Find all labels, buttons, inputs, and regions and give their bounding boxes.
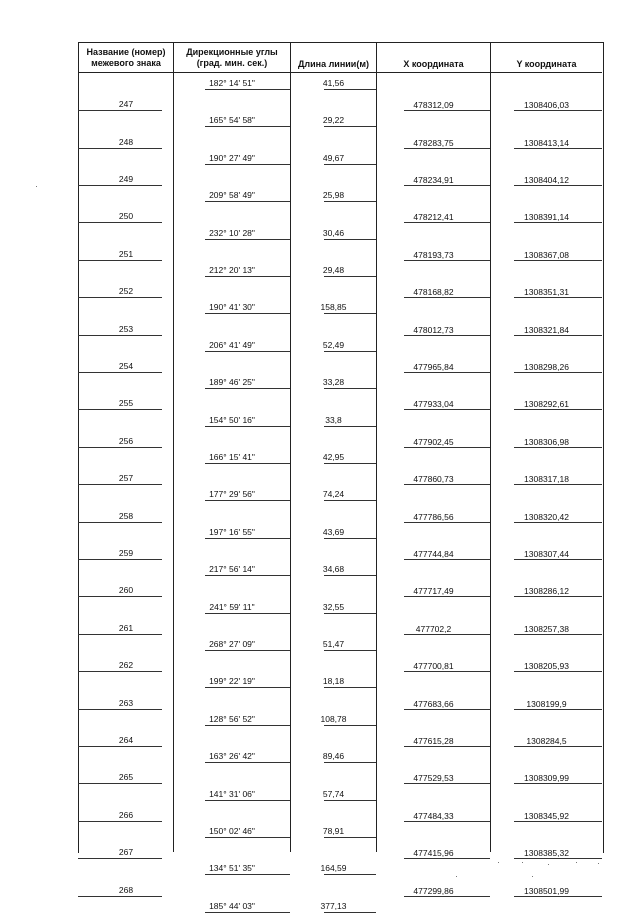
line-length: 49,67	[322, 152, 345, 163]
row-underline	[205, 89, 290, 90]
row-underline	[404, 335, 490, 336]
row-underline	[514, 709, 602, 710]
row-underline	[324, 837, 376, 838]
row-underline	[324, 426, 376, 427]
line-length: 29,48	[322, 265, 345, 275]
line-angle: 199° 22' 19"	[209, 676, 255, 687]
row-underline	[78, 634, 162, 635]
row-underline	[514, 821, 602, 822]
line-length: 25,98	[322, 190, 345, 201]
point-x: 477615,28	[413, 736, 454, 746]
row-underline	[404, 260, 490, 261]
row-underline	[514, 185, 602, 186]
point-x: 477744,84	[413, 549, 454, 559]
line-angle: 189° 46' 25"	[209, 377, 255, 388]
point-y: 1308321,84	[524, 324, 569, 335]
point-name: 252	[118, 286, 134, 297]
row-underline	[78, 297, 162, 298]
row-underline	[324, 874, 376, 875]
line-length: 29,22	[322, 115, 345, 126]
row-underline	[324, 388, 376, 389]
row-underline	[514, 746, 602, 747]
scan-speck	[456, 876, 457, 877]
row-underline	[78, 409, 162, 410]
point-x: 477786,56	[413, 511, 454, 522]
point-x: 478193,73	[413, 249, 454, 260]
point-name: 261	[118, 622, 134, 633]
line-angle: 166° 15' 41"	[209, 452, 255, 462]
point-name: 262	[118, 660, 134, 671]
row-underline	[205, 613, 290, 614]
row-underline	[78, 896, 162, 897]
row-underline	[78, 110, 162, 111]
row-underline	[404, 222, 490, 223]
line-length: 33,28	[322, 377, 345, 388]
row-underline	[78, 596, 162, 597]
row-underline	[78, 821, 162, 822]
point-y: 1308199,9	[526, 698, 567, 709]
row-underline	[514, 783, 602, 784]
line-angle: 141° 31' 06"	[209, 788, 255, 799]
row-underline	[324, 762, 376, 763]
row-underline	[514, 447, 602, 448]
row-underline	[514, 671, 602, 672]
line-length: 78,91	[322, 826, 345, 836]
line-angle: 268° 27' 09"	[209, 639, 255, 649]
header-x: X координата	[403, 58, 464, 69]
row-underline	[404, 148, 490, 149]
point-name: 267	[118, 847, 134, 858]
row-underline	[205, 276, 290, 277]
line-angle: 150° 02' 46"	[209, 826, 255, 836]
scan-speck	[598, 863, 599, 864]
point-name: 253	[118, 323, 134, 334]
point-x: 478168,82	[413, 287, 454, 298]
row-underline	[324, 538, 376, 539]
row-underline	[324, 725, 376, 726]
point-x: 477683,66	[413, 698, 454, 709]
row-underline	[205, 426, 290, 427]
row-underline	[78, 222, 162, 223]
row-underline	[404, 372, 490, 373]
point-y: 1308406,03	[524, 100, 569, 111]
row-underline	[205, 239, 290, 240]
point-x: 477933,04	[413, 399, 454, 410]
point-y: 1308391,14	[524, 212, 569, 223]
row-underline	[514, 297, 602, 298]
point-name: 263	[118, 697, 134, 708]
row-underline	[324, 613, 376, 614]
row-underline	[324, 800, 376, 801]
row-underline	[78, 858, 162, 859]
row-underline	[205, 837, 290, 838]
line-angle: 190° 27' 49"	[209, 152, 255, 163]
point-name: 266	[118, 809, 134, 820]
point-y: 1308205,93	[524, 661, 569, 672]
line-length: 52,49	[322, 339, 345, 350]
row-underline	[78, 372, 162, 373]
line-angle: 241° 59' 11"	[209, 601, 255, 612]
point-x: 477702,2	[415, 623, 452, 634]
point-name: 250	[118, 211, 134, 222]
line-angle: 206° 41' 49"	[209, 339, 255, 350]
point-name: 254	[118, 361, 134, 371]
line-length: 41,56	[322, 78, 345, 88]
line-angle: 177° 29' 56"	[209, 489, 255, 500]
row-underline	[404, 522, 490, 523]
row-underline	[404, 709, 490, 710]
line-length: 74,24	[322, 489, 345, 500]
row-underline	[324, 351, 376, 352]
point-x: 477860,73	[413, 474, 454, 485]
line-length: 51,47	[322, 639, 345, 649]
row-underline	[78, 709, 162, 710]
point-y: 1308367,08	[524, 249, 569, 260]
row-underline	[205, 800, 290, 801]
point-x: 478312,09	[413, 100, 454, 111]
point-y: 1308298,26	[524, 362, 569, 372]
line-length: 18,18	[322, 676, 345, 687]
row-underline	[514, 634, 602, 635]
line-angle: 212° 20' 13"	[209, 265, 255, 275]
point-name: 247	[118, 99, 134, 110]
row-underline	[78, 746, 162, 747]
point-x: 477902,45	[413, 436, 454, 447]
line-angle: 128° 56' 52"	[209, 713, 255, 724]
row-underline	[78, 260, 162, 261]
row-underline	[514, 409, 602, 410]
line-length: 32,55	[322, 601, 345, 612]
line-angle: 154° 50' 16"	[209, 414, 255, 425]
column-divider	[490, 42, 491, 852]
scan-speck	[576, 862, 577, 863]
line-length: 33,8	[325, 414, 342, 425]
line-angle: 182° 14' 51"	[209, 78, 255, 88]
row-underline	[78, 335, 162, 336]
row-underline	[205, 201, 290, 202]
point-y: 1308404,12	[524, 175, 569, 185]
row-underline	[324, 164, 376, 165]
row-underline	[205, 313, 290, 314]
scan-speck	[522, 862, 523, 863]
point-x: 478012,73	[413, 324, 454, 335]
row-underline	[78, 522, 162, 523]
point-y: 1308257,38	[524, 623, 569, 634]
header-angle: Дирекционные углы (град. мин. сек.)	[186, 47, 278, 68]
row-underline	[404, 297, 490, 298]
line-length: 158,85	[320, 302, 347, 313]
row-underline	[404, 634, 490, 635]
point-x: 477415,96	[413, 848, 454, 859]
row-underline	[78, 559, 162, 560]
row-underline	[404, 746, 490, 747]
scan-speck	[498, 862, 499, 863]
row-underline	[205, 500, 290, 501]
column-divider	[290, 42, 291, 852]
line-length: 57,74	[322, 788, 345, 799]
row-underline	[514, 484, 602, 485]
row-underline	[324, 500, 376, 501]
row-underline	[514, 372, 602, 373]
row-underline	[404, 821, 490, 822]
row-underline	[404, 447, 490, 448]
scan-speck	[36, 186, 37, 187]
row-underline	[324, 313, 376, 314]
point-name: 259	[118, 548, 134, 558]
row-underline	[324, 126, 376, 127]
row-underline	[78, 671, 162, 672]
line-length: 42,95	[322, 452, 345, 462]
line-length: 164,59	[320, 863, 347, 874]
row-underline	[324, 201, 376, 202]
point-y: 1308306,98	[524, 436, 569, 447]
point-y: 1308385,32	[524, 848, 569, 859]
point-x: 477299,86	[413, 885, 454, 896]
point-y: 1308413,14	[524, 137, 569, 148]
row-underline	[205, 126, 290, 127]
row-underline	[78, 783, 162, 784]
row-underline	[514, 222, 602, 223]
line-length: 43,69	[322, 526, 345, 537]
point-y: 1308345,92	[524, 810, 569, 821]
row-underline	[324, 687, 376, 688]
column-divider	[376, 42, 377, 852]
row-underline	[514, 596, 602, 597]
row-underline	[324, 239, 376, 240]
line-angle: 217° 56' 14"	[209, 564, 255, 575]
row-underline	[404, 671, 490, 672]
line-angle: 163° 26' 42"	[209, 751, 255, 762]
row-underline	[205, 650, 290, 651]
row-underline	[514, 522, 602, 523]
line-angle: 165° 54' 58"	[209, 115, 255, 126]
line-length: 108,78	[320, 713, 347, 724]
point-x: 477700,81	[413, 661, 454, 672]
row-underline	[205, 164, 290, 165]
row-underline	[514, 260, 602, 261]
row-underline	[205, 687, 290, 688]
row-underline	[205, 874, 290, 875]
row-underline	[404, 409, 490, 410]
line-angle: 232° 10' 28"	[209, 227, 255, 238]
point-y: 1308351,31	[524, 287, 569, 298]
column-divider	[173, 42, 174, 852]
line-angle: 197° 16' 55"	[209, 526, 255, 537]
line-angle: 209° 58' 49"	[209, 190, 255, 201]
row-underline	[205, 351, 290, 352]
point-y: 1308307,44	[524, 549, 569, 559]
point-name: 265	[118, 772, 134, 783]
row-underline	[78, 148, 162, 149]
point-x: 478283,75	[413, 137, 454, 148]
row-underline	[404, 596, 490, 597]
header-y: Y координата	[516, 58, 577, 69]
row-underline	[514, 335, 602, 336]
point-name: 248	[118, 136, 134, 147]
point-y: 1308284,5	[526, 736, 567, 746]
row-underline	[514, 110, 602, 111]
row-underline	[404, 185, 490, 186]
point-name: 268	[118, 884, 134, 895]
point-name: 256	[118, 435, 134, 446]
point-name: 249	[118, 174, 134, 184]
row-underline	[404, 484, 490, 485]
row-underline	[205, 538, 290, 539]
row-underline	[324, 276, 376, 277]
point-name: 255	[118, 398, 134, 409]
row-underline	[514, 148, 602, 149]
point-x: 477484,33	[413, 810, 454, 821]
scan-speck	[548, 864, 549, 865]
row-underline	[404, 858, 490, 859]
point-y: 1308501,99	[524, 885, 569, 896]
scan-speck	[532, 876, 533, 877]
row-underline	[78, 185, 162, 186]
point-name: 264	[118, 735, 134, 745]
row-underline	[78, 484, 162, 485]
row-underline	[404, 783, 490, 784]
point-name: 258	[118, 510, 134, 521]
row-underline	[324, 463, 376, 464]
row-underline	[78, 447, 162, 448]
point-x: 477965,84	[413, 362, 454, 372]
point-name: 257	[118, 473, 134, 484]
point-x: 478212,41	[413, 212, 454, 223]
row-underline	[205, 762, 290, 763]
row-underline	[404, 559, 490, 560]
line-length: 377,13	[320, 900, 347, 911]
row-underline	[404, 896, 490, 897]
header-name: Название (номер) межевого знака	[86, 47, 166, 68]
line-length: 34,68	[322, 564, 345, 575]
point-x: 477717,49	[413, 586, 454, 597]
row-underline	[404, 110, 490, 111]
line-length: 89,46	[322, 751, 345, 762]
line-length: 30,46	[322, 227, 345, 238]
point-name: 260	[118, 585, 134, 596]
header-length: Длина линии(м)	[297, 58, 369, 69]
row-underline	[514, 858, 602, 859]
row-underline	[514, 559, 602, 560]
point-name: 251	[118, 248, 134, 259]
point-y: 1308320,42	[524, 511, 569, 522]
row-underline	[324, 89, 376, 90]
point-y: 1308317,18	[524, 474, 569, 485]
point-y: 1308286,12	[524, 586, 569, 597]
line-angle: 134° 51' 35"	[209, 863, 255, 874]
row-underline	[205, 725, 290, 726]
point-y: 1308292,61	[524, 399, 569, 410]
row-underline	[324, 575, 376, 576]
row-underline	[324, 650, 376, 651]
row-underline	[514, 896, 602, 897]
point-y: 1308309,99	[524, 773, 569, 784]
point-x: 478234,91	[413, 175, 454, 185]
row-underline	[205, 575, 290, 576]
row-underline	[205, 463, 290, 464]
row-underline	[205, 388, 290, 389]
line-angle: 185° 44' 03"	[209, 900, 255, 911]
line-angle: 190° 41' 30"	[209, 302, 255, 313]
point-x: 477529,53	[413, 773, 454, 784]
